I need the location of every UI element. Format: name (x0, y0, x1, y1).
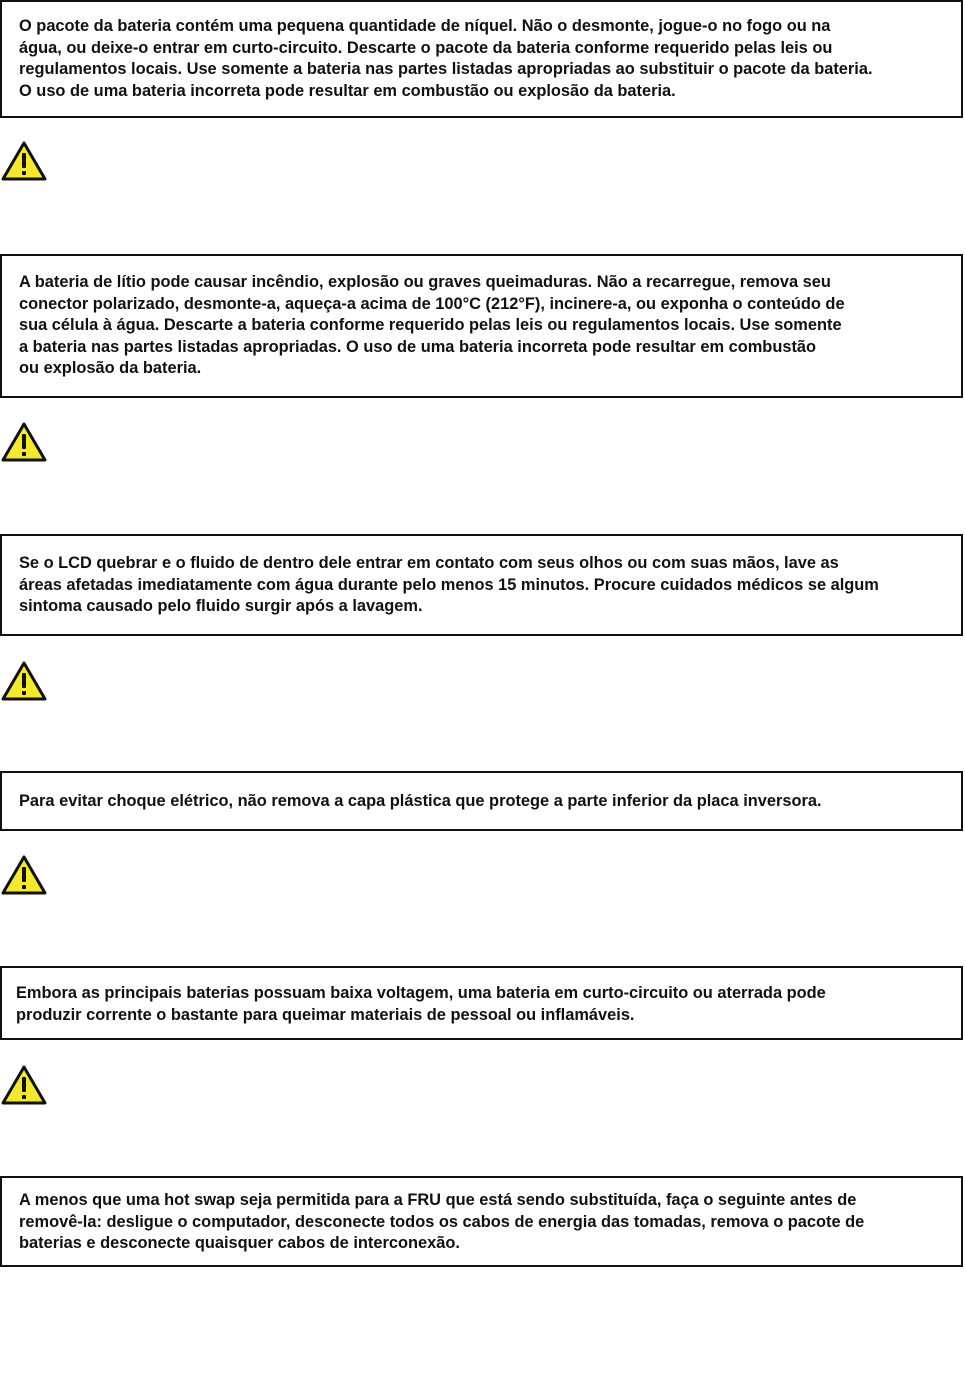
notice-lithium-battery (0, 254, 963, 398)
notice-line: O pacote da bateria contém uma pequena quantidade de níquel. Não o desmonte, jogue-o no fogo ou na (19, 17, 831, 35)
notice-line: removê-la: desligue o computador, desconecte todos os cabos de energia das tomadas, remova o pacote de (19, 1212, 865, 1231)
notice-line: A bateria de lítio pode causar incêndio, explosão ou graves queimaduras. Não a recarregue, remova seu (19, 273, 831, 291)
warning-triangle-icon (1, 1064, 47, 1106)
warning-triangle-icon (1, 660, 47, 702)
warning-triangle-icon (1, 140, 47, 182)
notice-line: Se o LCD quebrar e o fluido de dentro dele entrar em contato com seus olhos ou com suas mãos, lave as (19, 554, 839, 572)
notice-nickel-battery (0, 0, 963, 118)
notice-hot-swap-fru (0, 1176, 963, 1267)
notice-line: produzir corrente o bastante para queimar materiais de pessoal ou inflamáveis. (16, 1005, 635, 1024)
notice-line: A menos que uma hot swap seja permitida para a FRU que está sendo substituída, faça o seguinte antes de (19, 1191, 857, 1209)
notice-line: áreas afetadas imediatamente com água durante pelo menos 15 minutos. Procure cuidados médicos se algum (19, 575, 879, 594)
notice-line: sintoma causado pelo fluido surgir após a lavagem. (19, 597, 423, 616)
notice-line: sua célula à água. Descarte a bateria conforme requerido pelas leis ou regulamentos locais. Use somente (19, 316, 842, 335)
notice-line: regulamentos locais. Use somente a bateria nas partes listadas apropriadas ao substituir o pacote da bateria. (19, 60, 873, 79)
notice-line: Para evitar choque elétrico, não remova a capa plástica que protege a parte inferior da placa inversora. (19, 792, 822, 810)
notice-line: ou explosão da bateria. (19, 359, 202, 378)
notice-electric-shock (0, 771, 963, 831)
warning-triangle-icon (1, 854, 47, 896)
notice-low-voltage-battery (0, 966, 963, 1040)
notice-line: baterias e desconecte quaisquer cabos de interconexão. (19, 1234, 460, 1253)
notice-line: água, ou deixe-o entrar em curto-circuito. Descarte o pacote da bateria conforme requerido pelas leis ou (19, 38, 833, 57)
notice-lcd-fluid (0, 534, 963, 636)
notice-line: Embora as principais baterias possuam baixa voltagem, uma bateria em curto-circuito ou aterrada pode (16, 984, 826, 1002)
notice-line: a bateria nas partes listadas apropriadas. O uso de uma bateria incorreta pode resultar em combustão (19, 337, 817, 356)
warning-triangle-icon (1, 421, 47, 463)
notice-line: conector polarizado, desmonte-a, aqueça-a acima de 100°C (212°F), incinere-a, ou exponha o conteúdo de (19, 294, 845, 313)
notice-line: O uso de uma bateria incorreta pode resultar em combustão ou explosão da bateria. (19, 81, 676, 100)
